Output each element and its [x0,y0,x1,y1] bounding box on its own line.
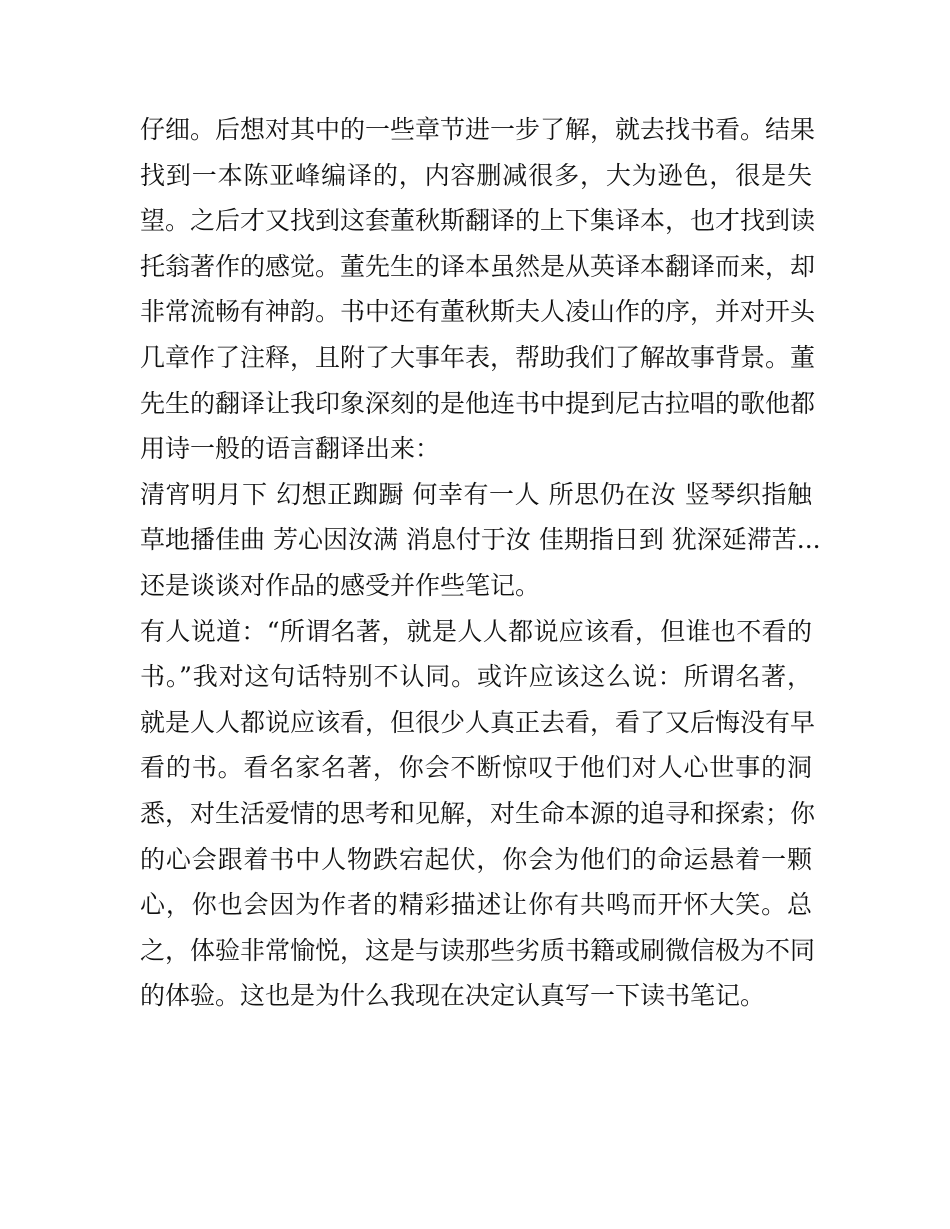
text-line: 看的书。看名家名著，你会不断惊叹于他们对人心世事的洞 [140,753,812,783]
text-line: 先生的翻译让我印象深刻的是他连书中提到尼古拉唱的歌他都 [140,388,816,418]
text-line: 托翁著作的感觉。董先生的译本虽然是从英译本翻译而来，却 [140,251,816,281]
body-text [140,107,820,1019]
text-line: 悉，对生活爱情的思考和见解，对生命本源的追寻和探索；你 [140,798,816,828]
text-line: 之，体验非常愉悦，这是与读那些劣质书籍或刷微信极为不同 [140,935,816,965]
text-line: 书。”我对这句话特别不认同。或许应该这么说：所谓名著， [140,662,812,692]
text-line: 望。之后才又找到这套董秋斯翻译的上下集译本，也才找到读 [140,206,816,236]
text-line: 的心会跟着书中人物跌宕起伏，你会为他们的命运悬着一颗 [140,844,812,874]
text-line: 几章作了注释，且附了大事年表，帮助我们了解故事背景。董 [140,342,816,372]
poem-line: 草地播佳曲 芳心因汝满 消息付于汝 佳期指日到 犹深延滞苦... [140,525,821,555]
text-line: 仔细。后想对其中的一些章节进一步了解，就去找书看。结果 [140,115,816,144]
text-line: 用诗一般的语言翻译出来： [140,434,441,464]
text-line: 的体验。这也是为什么我现在决定认真写一下读书笔记。 [140,981,766,1011]
text-line: 还是谈谈对作品的感受并作些笔记。 [140,570,541,600]
text-line: 找到一本陈亚峰编译的，内容删减很多，大为逊色，很是失 [140,160,812,190]
text-line: 心，你也会因为作者的精彩描述让你有共鸣而开怀大笑。总 [140,890,812,920]
text-line: 有人说道：“所谓名著，就是人人都说应该看，但谁也不看的 [140,616,812,646]
text-line: 非常流畅有神韵。书中还有董秋斯夫人凌山作的序，并对开头 [140,297,816,327]
text-line: 就是人人都说应该看，但很少人真正去看，看了又后悔没有早 [140,707,816,737]
poem-line: 清宵明月下 幻想正踟蹰 何幸有一人 所思仍在汝 竖琴织指触 [140,479,812,509]
